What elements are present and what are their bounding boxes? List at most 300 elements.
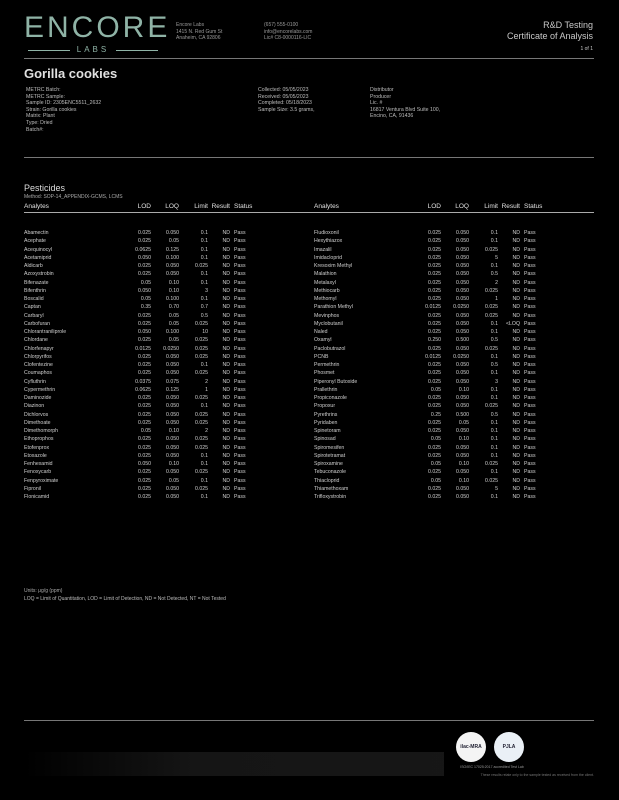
cell-status: Pass [524,469,536,476]
cell-lod: 0.025 [428,362,441,368]
cell-result: ND [222,263,230,269]
cell-loq: 0.050 [166,395,179,401]
cell-limit: 2 [205,428,208,434]
header-lod: LOD [137,203,151,210]
cell-result: ND [222,337,230,344]
cell-loq: 0.125 [166,246,179,253]
cell-lod: 0.025 [428,312,441,319]
cell-result: ND [512,230,520,236]
cell-status: Pass [524,477,536,484]
cell-loq: 0.050 [456,403,469,410]
cell-limit: 0.025 [485,403,498,410]
cell-loq: 0.050 [166,419,179,426]
cell-limit: 0.7 [200,304,208,311]
cell-limit: 0.025 [485,246,498,253]
cell-loq: 0.050 [456,320,469,327]
header-status: Status [234,203,253,210]
meta-divider [24,157,594,158]
cell-loq: 0.050 [456,254,469,261]
cell-limit: 0.025 [195,469,208,476]
table-row [24,320,594,328]
cell-analyte: Fipronil [24,485,42,492]
cell-limit: 0.025 [195,370,208,377]
table-row [24,229,594,237]
cell-limit: 0.025 [485,477,498,484]
cell-loq: 0.100 [166,254,179,261]
table-row [24,237,594,245]
cell-result: ND [222,469,230,476]
cell-loq: 0.075 [166,378,179,385]
cell-result: ND [512,279,520,286]
cell-limit: 1 [495,296,498,302]
cell-limit: 0.1 [490,428,498,434]
cell-analyte: Carbofuran [24,320,50,327]
table-row [24,303,594,311]
cell-result: ND [512,296,520,302]
table-row [24,254,594,262]
cell-lod: 0.025 [428,238,441,245]
cell-limit: 3 [205,287,208,294]
cell-lod: 0.025 [138,271,151,278]
cell-result: ND [222,353,230,360]
cell-analyte: Phosmet [314,370,335,377]
encore-labs-logo [24,11,171,55]
table-row [24,427,594,435]
cell-lod: 0.025 [138,444,151,451]
cell-analyte: Myclobutanil [314,320,343,327]
cell-result: ND [512,403,520,410]
meta-line: Type: Dried [26,119,53,126]
report-subtitle: Certificate of Analysis [506,31,593,41]
cell-status: Pass [524,337,536,344]
cell-status: Pass [234,279,246,286]
cell-lod: 0.25 [430,411,441,418]
cell-limit: 0.025 [195,436,208,443]
table-header-row [24,203,594,213]
table-row [24,287,594,295]
cell-status: Pass [524,461,536,467]
cell-analyte: Propoxur [314,403,336,410]
meta-line: Sample ID: 2305ENC5511_2632 [26,100,102,107]
cell-lod: 0.025 [138,320,151,327]
cell-limit: 0.1 [490,494,498,500]
cell-lod: 0.050 [138,254,151,261]
meta-line: Strain: Gorilla cookies [26,106,77,113]
cell-result: ND [512,411,520,418]
cell-analyte: Fenhexamid [24,461,53,467]
table-row [24,279,594,287]
cell-result: ND [512,477,520,484]
cell-result: ND [222,485,230,492]
cell-loq: 0.125 [166,386,179,393]
report-title: R&D Testing [543,20,593,30]
cell-limit: 0.5 [490,271,498,278]
cell-analyte: Acetamiprid [24,254,52,261]
cell-result: ND [512,287,520,294]
cell-analyte: Chlorpyrifos [24,353,52,360]
cell-loq: 0.0250 [453,353,469,360]
cell-analyte: Hexythiazox [314,238,343,245]
cell-limit: 5 [495,485,498,492]
cell-analyte: Fenpyroximate [24,477,59,484]
cell-lod: 0.025 [428,419,441,426]
cell-status: Pass [524,238,536,245]
cell-status: Pass [524,287,536,294]
cell-lod: 0.050 [138,329,151,335]
cell-result: ND [222,444,230,451]
cell-loq: 0.05 [458,419,469,426]
cell-lod: 0.025 [138,263,151,269]
cell-limit: 0.025 [485,461,498,467]
cell-limit: 0.1 [490,386,498,393]
cell-status: Pass [234,494,246,500]
cell-loq: 0.050 [166,353,179,360]
cell-lod: 0.025 [138,353,151,360]
cell-result: ND [512,271,520,278]
cell-analyte: Metalaxyl [314,279,336,286]
cell-analyte: Acequinocyl [24,246,52,253]
cell-lod: 0.05 [430,386,441,393]
cell-lod: 0.0375 [135,378,151,385]
cell-limit: 10 [202,329,208,335]
address-line: 1415 N. Red Gum St [176,28,223,35]
cell-result: ND [222,312,230,319]
cell-result: ND [512,337,520,344]
cell-loq: 0.050 [456,395,469,401]
cell-result: ND [512,254,520,261]
logo-subtitle-text: LABS [76,45,110,54]
table-row [24,386,594,394]
cell-analyte: Methomyl [314,296,337,302]
cell-analyte: Fludioxonil [314,230,339,236]
cell-lod: 0.05 [430,436,441,443]
meta-line: Matrix: Plant [26,113,55,120]
contact-line: (657) 555-0100 [264,22,299,28]
cell-loq: 0.10 [458,386,469,393]
cell-lod: 0.025 [428,230,441,236]
cell-status: Pass [234,345,246,352]
table-row [24,477,594,485]
cell-loq: 0.10 [458,461,469,467]
cell-analyte: Bifenazate [24,279,49,286]
cell-analyte: Imazalil [314,246,332,253]
cell-status: Pass [234,263,246,269]
cell-analyte: Azoxystrobin [24,271,54,278]
cell-loq: 0.05 [168,320,179,327]
cell-loq: 0.050 [456,329,469,335]
cell-limit: 1 [205,386,208,393]
cell-loq: 0.500 [456,411,469,418]
cell-lod: 0.025 [428,428,441,434]
cell-result: ND [222,386,230,393]
cell-limit: 0.1 [200,452,208,459]
cell-status: Pass [234,477,246,484]
cell-limit: 0.1 [490,452,498,459]
table-row [24,394,594,402]
cell-lod: 0.025 [138,403,151,410]
cell-analyte: Thiamethoxam [314,485,349,492]
cell-status: Pass [234,395,246,401]
cell-status: Pass [524,312,536,319]
cell-analyte: Diazinon [24,403,45,410]
cell-analyte: Flonicamid [24,494,50,500]
cell-lod: 0.025 [138,312,151,319]
cell-result: ND [512,370,520,377]
lab-contact [264,22,312,42]
cell-analyte: Mevinphos [314,312,340,319]
cell-result: ND [222,419,230,426]
cell-limit: 0.1 [490,395,498,401]
cell-result: <LOQ [506,320,520,327]
cell-limit: 0.5 [490,337,498,344]
seal-label: PJLA [502,744,516,750]
cell-status: Pass [524,362,536,368]
ilac-seal-icon [456,732,486,762]
cell-status: Pass [524,419,536,426]
cell-loq: 0.10 [168,287,179,294]
cell-status: Pass [524,395,536,401]
cell-result: ND [512,436,520,443]
cell-analyte: Chlordane [24,337,48,344]
cell-lod: 0.025 [428,403,441,410]
cell-status: Pass [524,386,536,393]
header-analyte: Analytes [314,203,339,210]
seal-label: ilac-MRA [460,744,482,750]
cell-analyte: Chlorantraniliprole [24,329,67,335]
cell-status: Pass [524,403,536,410]
cell-result: ND [512,428,520,434]
cell-loq: 0.050 [456,246,469,253]
cell-lod: 0.025 [138,494,151,500]
cell-analyte: PCNB [314,353,329,360]
cell-analyte: Carbaryl [24,312,44,319]
logo-wordmark: ENCORE [24,11,171,44]
cell-status: Pass [234,287,246,294]
cell-result: ND [512,238,520,245]
cell-lod: 0.025 [428,345,441,352]
cell-analyte: Parathion Methyl [314,304,353,311]
table-row [24,419,594,427]
cell-analyte: Etoxazole [24,452,47,459]
cell-analyte: Methiocarb [314,287,340,294]
cell-result: ND [512,419,520,426]
cell-limit: 0.5 [200,312,208,319]
cell-analyte: Dimethomorph [24,428,59,434]
cell-lod: 0.025 [428,452,441,459]
cell-limit: 0.1 [200,296,208,302]
cell-limit: 0.5 [490,362,498,368]
cell-lod: 0.025 [428,329,441,335]
sample-meta-col2 [258,87,315,113]
cell-analyte: Tebuconazole [314,469,347,476]
header-result: Result [211,203,230,210]
cell-limit: 0.1 [200,238,208,245]
cell-status: Pass [234,469,246,476]
cell-analyte: Oxamyl [314,337,332,344]
cell-result: ND [512,469,520,476]
cell-limit: 0.1 [200,477,208,484]
cell-analyte: Etofenprox [24,444,50,451]
table-row [24,468,594,476]
cell-result: ND [512,312,520,319]
cell-status: Pass [524,485,536,492]
logo-subtitle [24,45,162,55]
cell-status: Pass [234,428,246,434]
cell-analyte: Bifenthrin [24,287,46,294]
cell-result: ND [222,271,230,278]
cell-limit: 0.1 [200,362,208,368]
cell-result: ND [512,485,520,492]
cell-limit: 0.1 [490,444,498,451]
cell-result: ND [512,494,520,500]
cell-limit: 0.1 [490,230,498,236]
cell-result: ND [512,395,520,401]
cell-lod: 0.025 [428,296,441,302]
cell-status: Pass [234,271,246,278]
table-row [24,369,594,377]
cell-lod: 0.025 [428,395,441,401]
cell-loq: 0.10 [168,461,179,467]
cell-lod: 0.025 [138,485,151,492]
meta-line: METRC Batch: [26,87,61,93]
header-loq: LOQ [165,203,179,210]
cell-loq: 0.050 [456,469,469,476]
cell-analyte: Spinosad [314,436,336,443]
cell-status: Pass [234,362,246,368]
cell-lod: 0.025 [428,485,441,492]
cell-limit: 0.025 [195,411,208,418]
cell-status: Pass [524,304,536,311]
cell-limit: 0.025 [195,345,208,352]
cell-analyte: Paclobutrazol [314,345,346,352]
table-row [24,485,594,493]
table-row [24,493,594,501]
cell-loq: 0.050 [456,287,469,294]
cell-status: Pass [234,411,246,418]
cell-status: Pass [524,378,536,385]
units-note: Units: μg/g (ppm) [24,588,63,594]
cell-status: Pass [524,263,536,269]
cell-analyte: Dichlorvos [24,411,49,418]
cell-result: ND [222,329,230,335]
cell-limit: 5 [495,254,498,261]
cell-analyte: Coumaphos [24,370,52,377]
cell-status: Pass [234,386,246,393]
cell-status: Pass [524,296,536,302]
cell-loq: 0.70 [168,304,179,311]
cell-result: ND [222,230,230,236]
cell-analyte: Dimethoate [24,419,51,426]
cell-status: Pass [234,329,246,335]
cell-status: Pass [234,320,246,327]
cell-loq: 0.050 [166,444,179,451]
cell-status: Pass [524,279,536,286]
cell-lod: 0.0625 [135,246,151,253]
cell-limit: 0.1 [200,230,208,236]
accreditation-note: ISO/IEC 17025:2017 accredited Test Lab [460,765,524,769]
cell-lod: 0.05 [430,477,441,484]
cell-loq: 0.050 [456,312,469,319]
table-row [24,444,594,452]
cell-lod: 0.05 [430,461,441,467]
cell-status: Pass [524,428,536,434]
cell-limit: 0.1 [490,370,498,377]
cell-analyte: Naled [314,329,328,335]
table-row [24,378,594,386]
cell-loq: 0.050 [166,230,179,236]
abbreviation-legend: LOQ = Limit of Quantitation, LOD = Limit of Detection, ND = Not Detected, NT = Not Tested [24,596,226,602]
cell-limit: 2 [495,279,498,286]
cell-result: ND [512,378,520,385]
cell-analyte: Thiacloprid [314,477,340,484]
cell-loq: 0.050 [456,428,469,434]
header-status: Status [524,203,543,210]
cell-limit: 0.025 [195,444,208,451]
cell-lod: 0.050 [138,287,151,294]
cell-analyte: Daminozide [24,395,52,401]
cell-limit: 0.1 [490,419,498,426]
cell-result: ND [222,254,230,261]
cell-lod: 0.35 [140,304,151,311]
cell-loq: 0.050 [166,362,179,368]
meta-line: METRC Sample: [26,93,65,100]
cell-result: ND [222,287,230,294]
cell-status: Pass [234,378,246,385]
cell-result: ND [222,345,230,352]
cell-status: Pass [234,304,246,311]
cell-status: Pass [234,461,246,467]
cell-limit: 0.1 [200,254,208,261]
sample-meta-col1 [26,87,101,133]
meta-line: Distributor [370,87,394,93]
cell-loq: 0.100 [166,296,179,302]
cell-analyte: Clofentezine [24,362,53,368]
cell-status: Pass [524,329,536,335]
address-line: Encore Labs [176,22,205,28]
cell-limit: 0.1 [490,353,498,360]
cell-status: Pass [524,494,536,500]
cell-lod: 0.025 [428,271,441,278]
cell-lod: 0.025 [428,444,441,451]
meta-line: Encino, CA, 91436 [370,113,414,120]
cell-analyte: Pyrethrins [314,411,338,418]
cell-analyte: Captan [24,304,41,311]
cell-loq: 0.10 [458,477,469,484]
table-row [24,345,594,353]
cell-status: Pass [234,444,246,451]
table-row [24,312,594,320]
cell-lod: 0.025 [138,395,151,401]
cell-limit: 0.025 [195,263,208,269]
cell-result: ND [512,386,520,393]
sample-meta-col3 [370,87,440,120]
header-loq: LOQ [455,203,469,210]
cell-status: Pass [234,337,246,344]
cell-result: ND [222,370,230,377]
cell-lod: 0.250 [428,337,441,344]
cell-status: Pass [524,254,536,261]
table-row [24,353,594,361]
table-row [24,435,594,443]
cell-analyte: Aldicarb [24,263,43,269]
contact-line: info@encorelabs.com [264,28,313,35]
cell-loq: 0.05 [168,337,179,344]
cell-result: ND [222,296,230,302]
cell-lod: 0.025 [428,378,441,385]
header-result: Result [501,203,520,210]
cell-result: ND [512,304,520,311]
table-row [24,411,594,419]
